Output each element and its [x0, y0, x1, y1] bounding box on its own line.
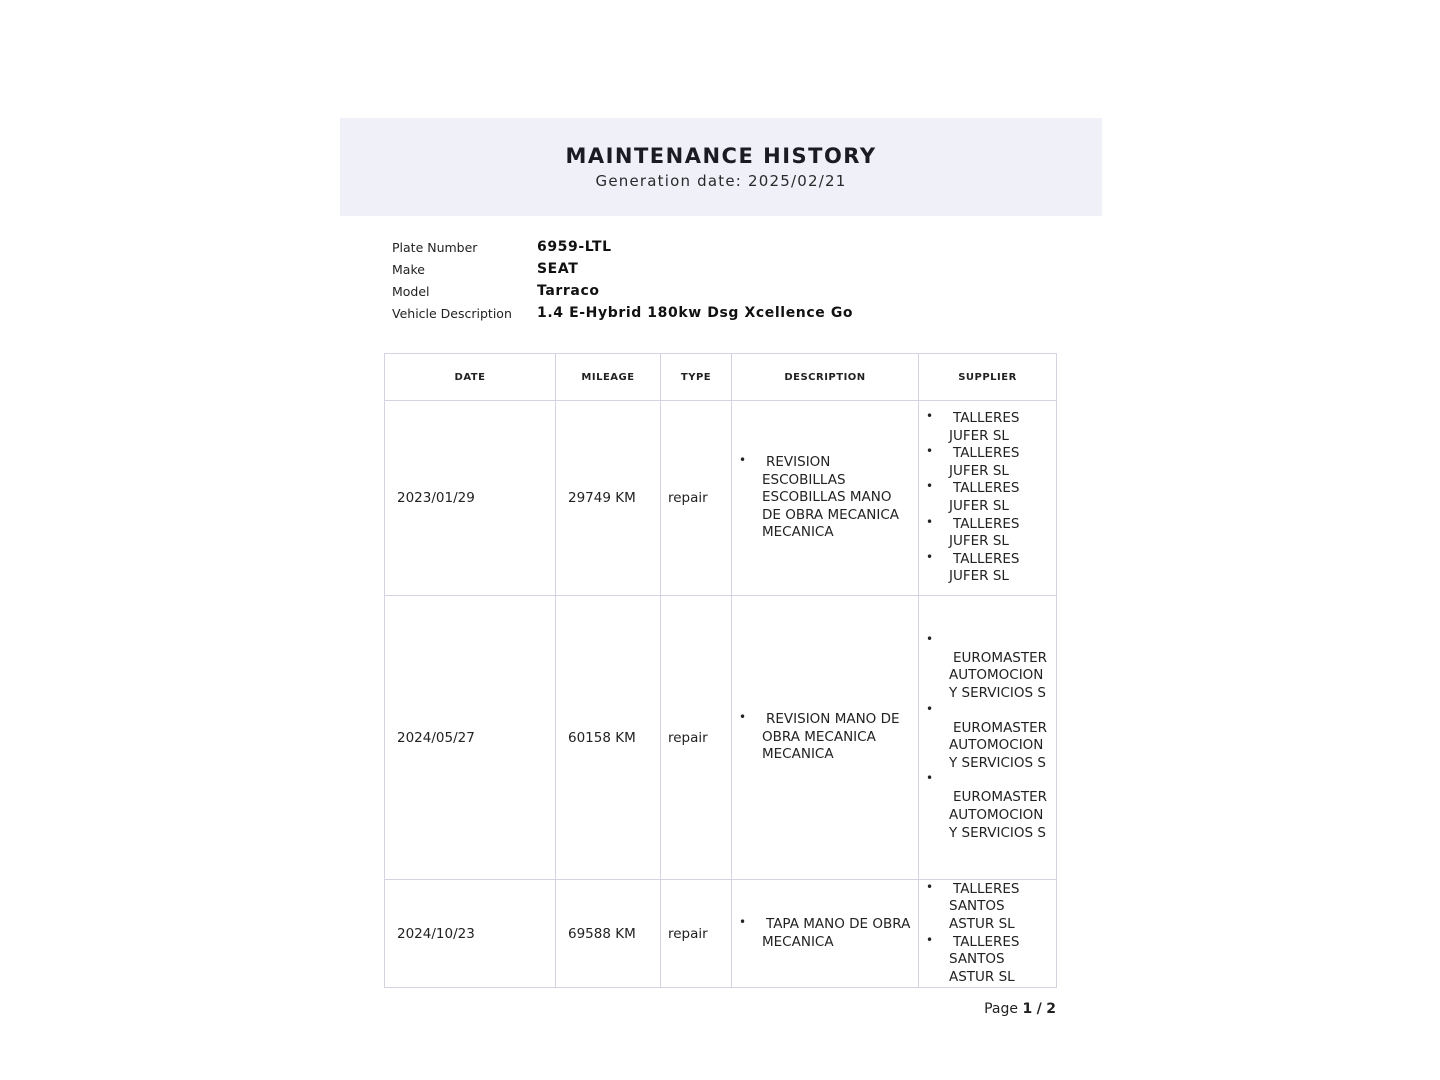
description-item: • REVISION ESCOBILLAS ESCOBILLAS MANO DE OBRA MECANICA MECANICA: [738, 454, 914, 542]
mileage-cell: 60158 KM: [556, 596, 661, 880]
type-cell: repair: [661, 596, 732, 880]
vehicle-field-plate: [392, 236, 853, 258]
vehicle-info: [392, 236, 853, 324]
supplier-list: [925, 633, 1052, 842]
description-item: • TAPA MANO DE OBRA MECANICA: [738, 916, 914, 951]
description-cell: [732, 880, 919, 988]
supplier-list: [925, 410, 1052, 586]
field-label: Plate Number: [392, 239, 478, 255]
page-number: [984, 1001, 1056, 1017]
supplier-item: • EUROMASTER AUTOMOCION Y SERVICIOS S: [925, 633, 1052, 703]
description-list: [738, 454, 914, 542]
type-cell: repair: [661, 880, 732, 988]
type-cell: repair: [661, 401, 732, 596]
supplier-item: • TALLERES JUFER SL: [925, 551, 1052, 586]
current-page: 1: [1022, 1001, 1033, 1017]
date-cell: 2023/01/29: [385, 401, 556, 596]
maintenance-table: [384, 353, 1057, 988]
supplier-cell: [919, 596, 1057, 880]
header-band: [340, 118, 1102, 216]
supplier-item: • TALLERES JUFER SL: [925, 445, 1052, 480]
column-header-mileage: MILEAGE: [556, 354, 661, 401]
field-label: Vehicle Description: [392, 305, 512, 321]
field-value: SEAT: [537, 261, 579, 277]
page-label: Page: [984, 1001, 1019, 1017]
supplier-item: • TALLERES JUFER SL: [925, 480, 1052, 515]
supplier-item: • EUROMASTER AUTOMOCION Y SERVICIOS S: [925, 772, 1052, 842]
field-value: Tarraco: [537, 283, 600, 299]
description-cell: [732, 596, 919, 880]
total-pages: 2: [1046, 1001, 1056, 1017]
supplier-cell: [919, 401, 1057, 596]
description-item: • REVISION MANO DE OBRA MECANICA MECANICA: [738, 711, 914, 764]
supplier-item: • TALLERES JUFER SL: [925, 516, 1052, 551]
supplier-item: • TALLERES SANTOS ASTUR SL: [925, 934, 1052, 987]
page-separator: /: [1036, 1001, 1042, 1017]
date-cell: 2024/05/27: [385, 596, 556, 880]
description-list: [738, 711, 914, 764]
table-row: [385, 401, 1057, 596]
description-cell: [732, 401, 919, 596]
column-header-date: DATE: [385, 354, 556, 401]
mileage-cell: 29749 KM: [556, 401, 661, 596]
field-value: 6959-LTL: [537, 239, 612, 255]
vehicle-field-model: [392, 280, 853, 302]
supplier-item: • TALLERES SANTOS ASTUR SL: [925, 881, 1052, 934]
column-header-type: TYPE: [661, 354, 732, 401]
table-row: [385, 880, 1057, 988]
table-row: [385, 596, 1057, 880]
vehicle-field-make: [392, 258, 853, 280]
generation-date: Generation date: 2025/02/21: [595, 172, 847, 190]
field-value: 1.4 E-Hybrid 180kw Dsg Xcellence Go: [537, 305, 854, 321]
table-header-row: [385, 354, 1057, 401]
description-list: [738, 916, 914, 951]
field-label: Model: [392, 283, 430, 299]
supplier-list: [925, 881, 1052, 987]
date-cell: 2024/10/23: [385, 880, 556, 988]
mileage-cell: 69588 KM: [556, 880, 661, 988]
supplier-item: • TALLERES JUFER SL: [925, 410, 1052, 445]
vehicle-field-description: [392, 302, 853, 324]
column-header-description: DESCRIPTION: [732, 354, 919, 401]
supplier-item: • EUROMASTER AUTOMOCION Y SERVICIOS S: [925, 703, 1052, 773]
supplier-cell: [919, 880, 1057, 988]
column-header-supplier: SUPPLIER: [919, 354, 1057, 401]
field-label: Make: [392, 261, 425, 277]
document-title: MAINTENANCE HISTORY: [565, 144, 877, 168]
